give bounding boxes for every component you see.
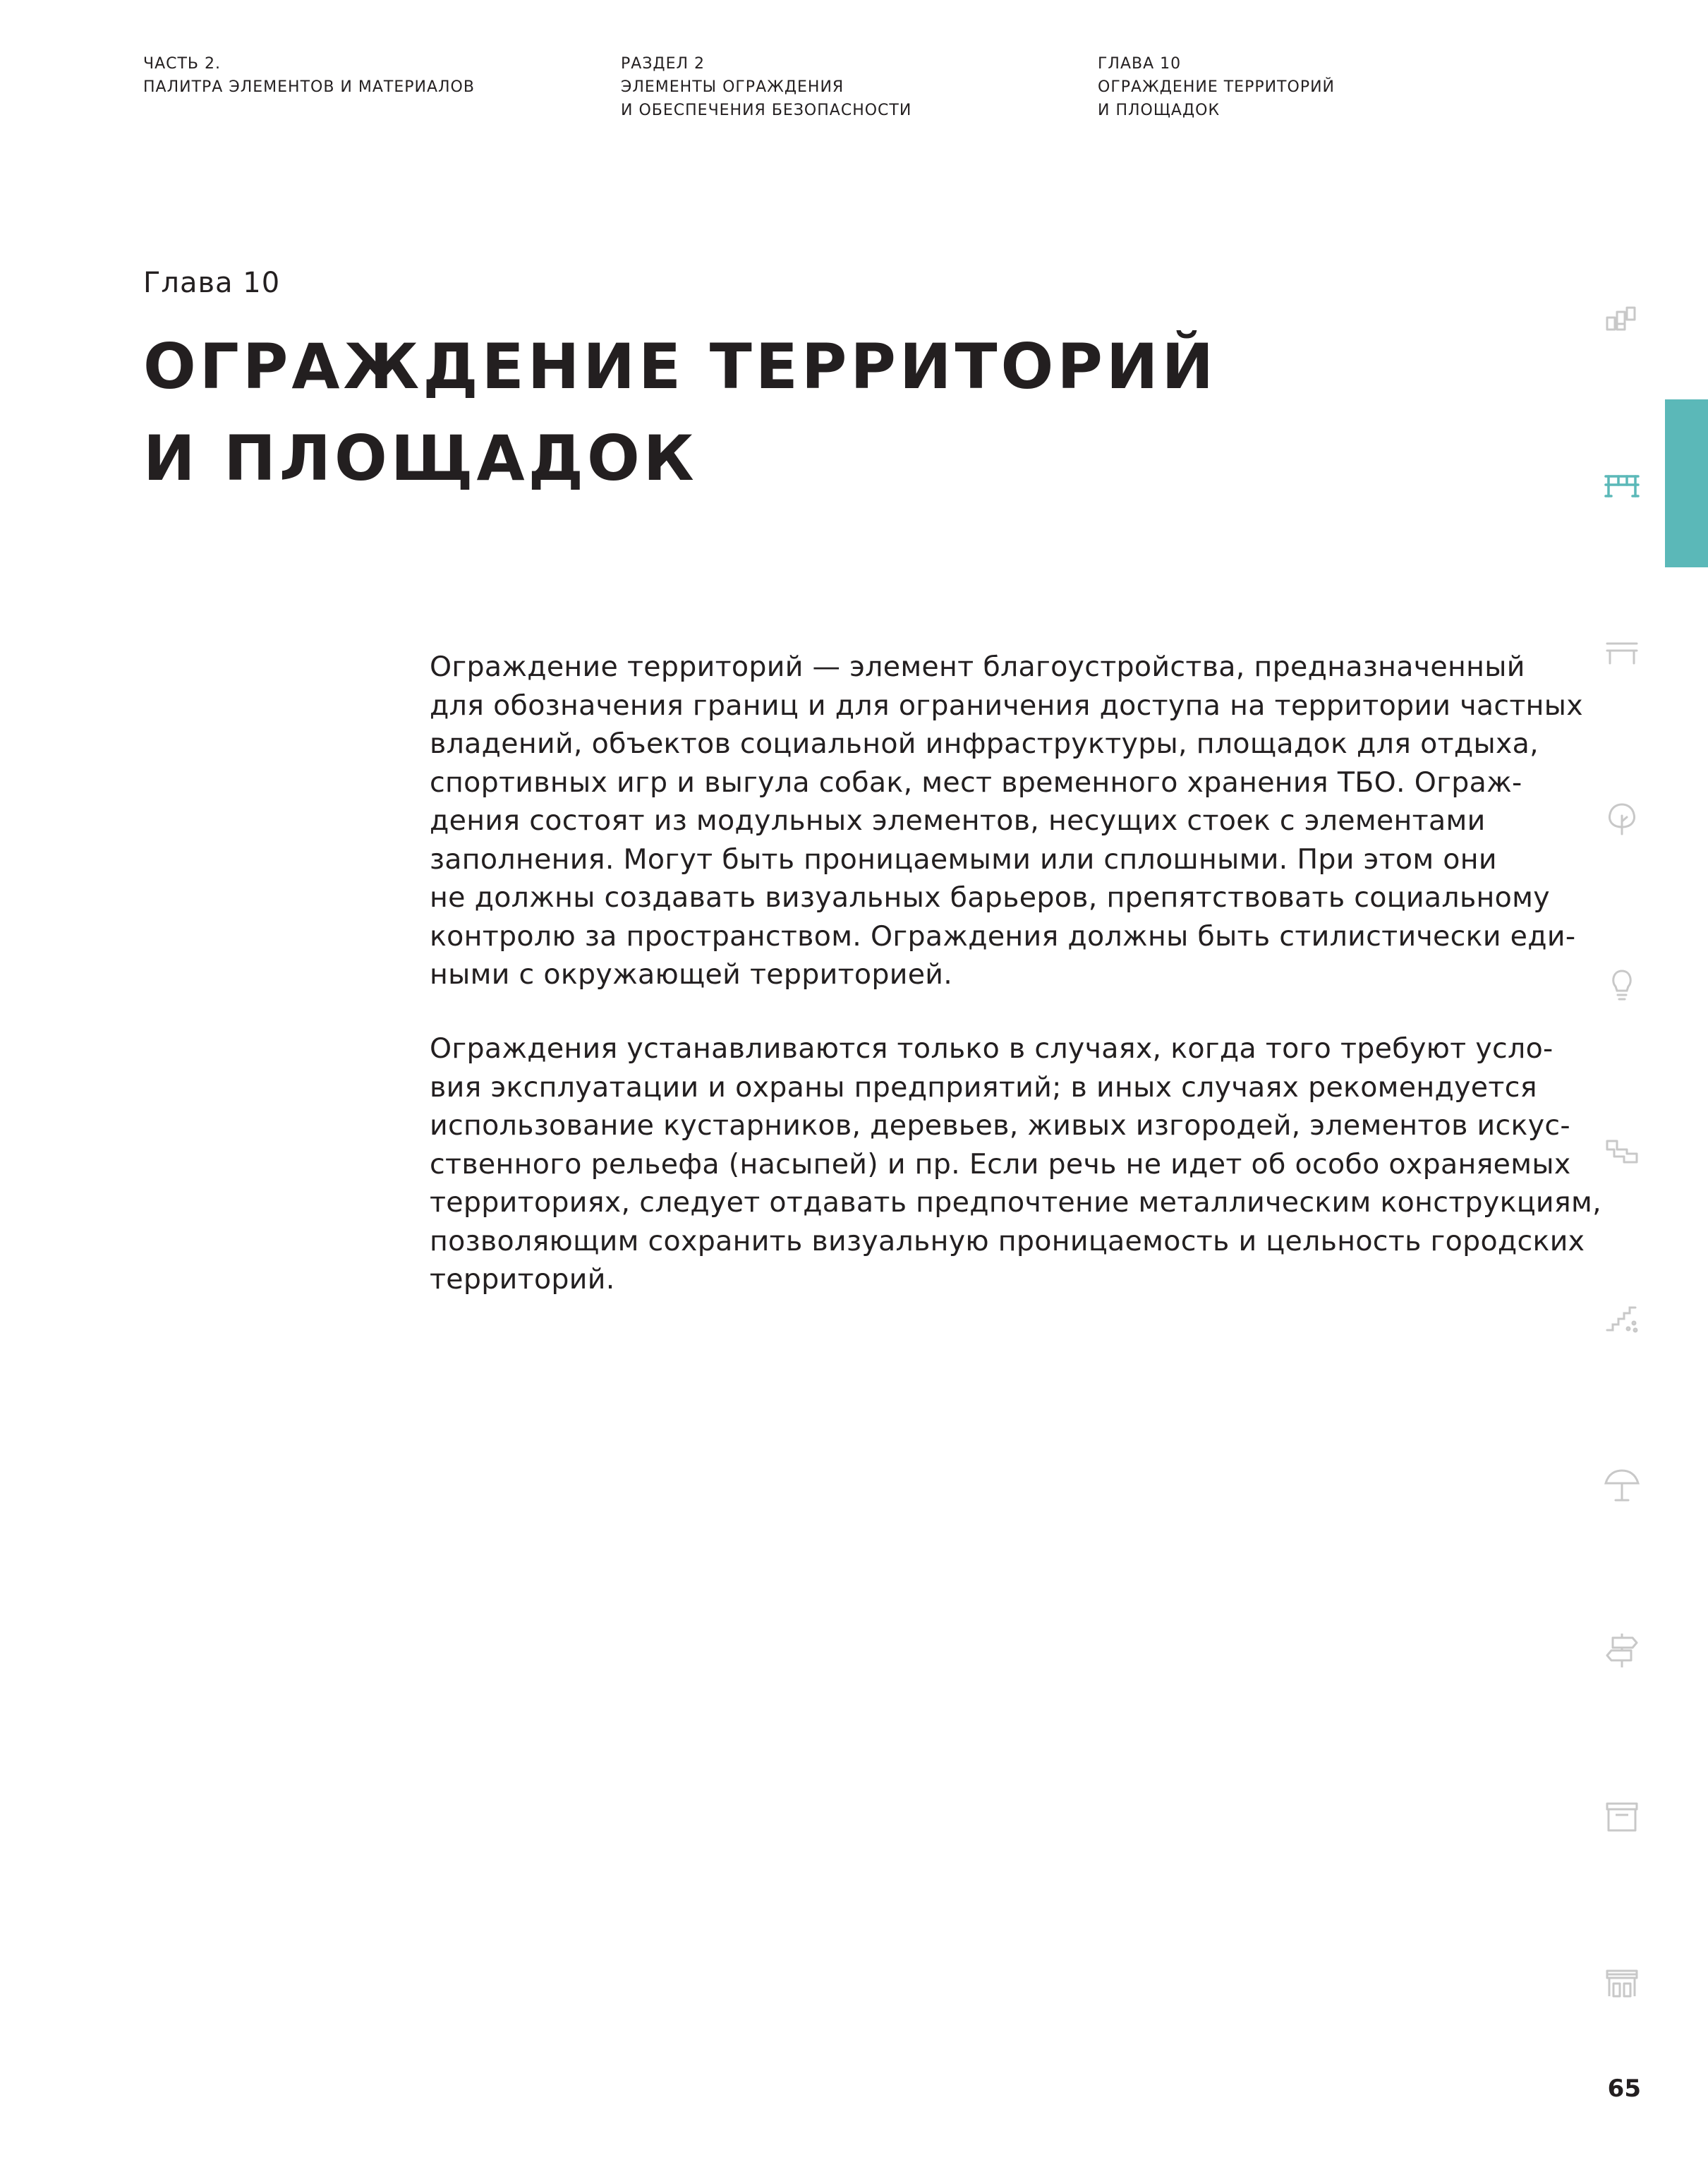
text-line: территориях, следует отдавать предпочтение металлическим конструкциям, xyxy=(430,1186,1601,1219)
text-line: дения состоят из модульных элементов, несущих стоек с элементами xyxy=(430,804,1486,837)
running-header-part xyxy=(143,52,475,99)
header-line: РАЗДЕЛ 2 xyxy=(621,55,705,73)
text-line: использование кустарников, деревьев, живых изгородей, элементов искус- xyxy=(430,1109,1570,1142)
text-line: ственного рельефа (насыпей) и пр. Если речь не идет об особо охраняемых xyxy=(430,1147,1571,1181)
umbrella-icon[interactable] xyxy=(1603,1465,1641,1503)
chapter-title-line: ОГРАЖДЕНИЕ ТЕРРИТОРИЙ xyxy=(143,330,1218,403)
signpost-icon[interactable] xyxy=(1603,1631,1641,1669)
body-paragraph-2 xyxy=(430,1030,1601,1299)
active-chapter-tab[interactable] xyxy=(1665,399,1708,567)
page-number: 65 xyxy=(1607,2075,1641,2103)
text-line: вия эксплуатации и охраны предприятий; в иных случаях рекомендуется xyxy=(430,1070,1537,1104)
bench-icon[interactable] xyxy=(1603,634,1641,672)
text-line: Ограждения устанавливаются только в случаях, когда того требуют усло- xyxy=(430,1032,1553,1065)
stairs-icon[interactable] xyxy=(1603,1299,1641,1337)
pavilion-icon[interactable] xyxy=(1603,1964,1641,2002)
running-header-chapter xyxy=(1098,52,1335,122)
lamp-icon[interactable] xyxy=(1603,965,1641,1003)
kiosk-icon[interactable] xyxy=(1603,1798,1641,1836)
header-line: ПАЛИТРА ЭЛЕМЕНТОВ И МАТЕРИАЛОВ xyxy=(143,78,475,96)
header-line: ГЛАВА 10 xyxy=(1098,55,1182,73)
body-paragraph-1 xyxy=(430,648,1583,994)
text-line: не должны создавать визуальных барьеров, препятствовать социальному xyxy=(430,881,1550,914)
text-line: территорий. xyxy=(430,1263,615,1296)
chapter-title-line: И ПЛОЩАДОК xyxy=(143,422,698,495)
text-line: спортивных игр и выгула собак, мест временного хранения ТБО. Ограж- xyxy=(430,766,1522,799)
header-line: И ОБЕСПЕЧЕНИЯ БЕЗОПАСНОСТИ xyxy=(621,102,912,119)
text-line: контролю за пространством. Ограждения должны быть стилистически еди- xyxy=(430,919,1576,953)
text-line: ными с окружающей территорией. xyxy=(430,958,953,991)
chapter-label: Глава 10 xyxy=(143,267,281,299)
running-header-section xyxy=(621,52,911,122)
text-line: Ограждение территорий — элемент благоустройства, предназначенный xyxy=(430,651,1525,683)
header-line: ОГРАЖДЕНИЕ ТЕРРИТОРИЙ xyxy=(1098,78,1335,96)
text-line: заполнения. Могут быть проницаемыми или сплошными. При этом они xyxy=(430,843,1497,876)
header-line: ЭЛЕМЕНТЫ ОГРАЖДЕНИЯ xyxy=(621,78,844,96)
header-line: И ПЛОЩАДОК xyxy=(1098,102,1221,119)
header-line: ЧАСТЬ 2. xyxy=(143,55,222,73)
pipe-icon[interactable] xyxy=(1603,1133,1641,1171)
chapter-title xyxy=(143,321,1217,505)
fence-icon[interactable] xyxy=(1603,466,1641,505)
text-line: владений, объектов социальной инфраструктуры, площадок для отдыха, xyxy=(430,728,1539,760)
tree-icon[interactable] xyxy=(1603,799,1641,837)
paving-blocks-icon[interactable] xyxy=(1603,302,1641,340)
text-line: позволяющим сохранить визуальную проницаемость и цельность городских xyxy=(430,1224,1585,1257)
text-line: для обозначения границ и для ограничения доступа на территории частных xyxy=(430,689,1583,722)
